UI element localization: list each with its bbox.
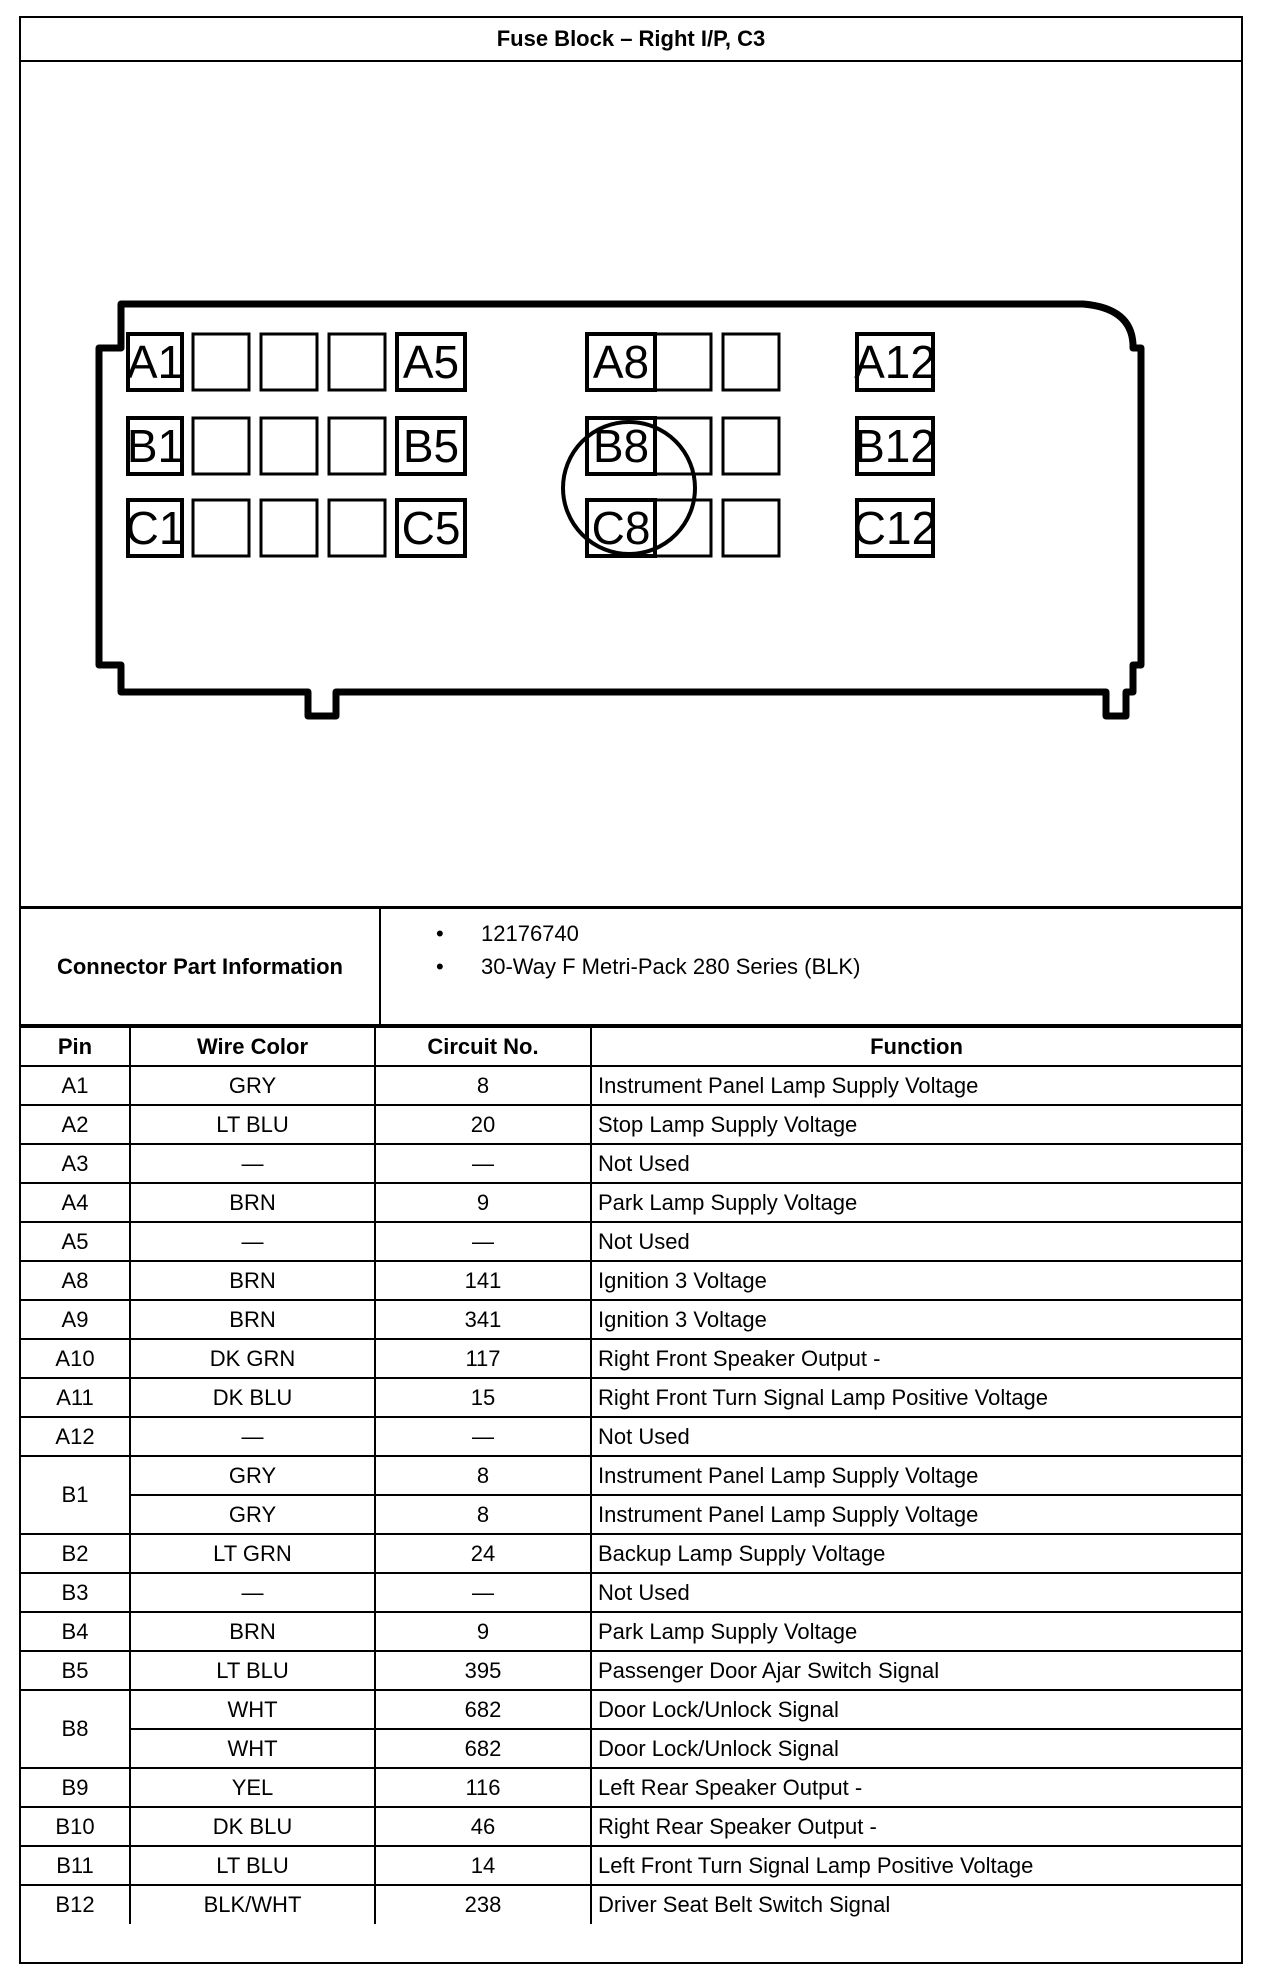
cavity-a-blank-3 — [329, 334, 385, 390]
circuit-cell: — — [375, 1222, 591, 1261]
table-row — [21, 1729, 1241, 1768]
function-cell: Not Used — [591, 1573, 1241, 1612]
circuit-cell: — — [375, 1573, 591, 1612]
pin-cell: B8 — [21, 1690, 130, 1768]
cavity-a-blank-1 — [193, 334, 249, 390]
connector-face-drawing — [21, 62, 1241, 906]
circuit-cell: — — [375, 1417, 591, 1456]
circuit-cell: 46 — [375, 1807, 591, 1846]
connector-sheet — [19, 16, 1243, 1964]
header-circuit: Circuit No. — [375, 1027, 591, 1066]
table-row — [21, 1768, 1241, 1807]
table-row — [21, 1261, 1241, 1300]
circuit-cell: 9 — [375, 1183, 591, 1222]
wire-color-cell: LT BLU — [130, 1651, 375, 1690]
function-cell: Not Used — [591, 1222, 1241, 1261]
circuit-cell: 8 — [375, 1066, 591, 1105]
pin-cell: A2 — [21, 1105, 130, 1144]
circuit-cell: 8 — [375, 1456, 591, 1495]
table-row — [21, 1456, 1241, 1495]
cavity-label-a1: A1 — [126, 336, 184, 388]
function-cell: Left Front Turn Signal Lamp Positive Voltage — [591, 1846, 1241, 1885]
pin-cell: B10 — [21, 1807, 130, 1846]
function-cell: Right Rear Speaker Output - — [591, 1807, 1241, 1846]
function-cell: Not Used — [591, 1417, 1241, 1456]
wire-color-cell: BRN — [130, 1261, 375, 1300]
wire-color-cell: — — [130, 1573, 375, 1612]
wire-color-cell: DK BLU — [130, 1807, 375, 1846]
cavity-c-blank-7 — [723, 500, 779, 556]
table-row — [21, 1612, 1241, 1651]
wire-color-cell: WHT — [130, 1690, 375, 1729]
circuit-cell: 14 — [375, 1846, 591, 1885]
circuit-cell: 117 — [375, 1339, 591, 1378]
wire-color-cell: BRN — [130, 1612, 375, 1651]
pin-cell: B1 — [21, 1456, 130, 1534]
table-row — [21, 1378, 1241, 1417]
function-cell: Instrument Panel Lamp Supply Voltage — [591, 1495, 1241, 1534]
table-row — [21, 1339, 1241, 1378]
cavity-a-blank-2 — [261, 334, 317, 390]
wire-color-cell: WHT — [130, 1729, 375, 1768]
circuit-cell: 24 — [375, 1534, 591, 1573]
function-cell: Passenger Door Ajar Switch Signal — [591, 1651, 1241, 1690]
cavity-label-c8: C8 — [591, 502, 651, 554]
function-cell: Not Used — [591, 1144, 1241, 1183]
table-row — [21, 1573, 1241, 1612]
wire-color-cell: LT GRN — [130, 1534, 375, 1573]
cavity-a-blank-7 — [723, 334, 779, 390]
cavity-label-c5: C5 — [401, 502, 461, 554]
wire-color-cell: BRN — [130, 1300, 375, 1339]
circuit-cell: — — [375, 1144, 591, 1183]
cavity-label-b12: B12 — [854, 420, 936, 472]
function-cell: Right Front Speaker Output - — [591, 1339, 1241, 1378]
wire-color-cell: — — [130, 1144, 375, 1183]
function-cell: Backup Lamp Supply Voltage — [591, 1534, 1241, 1573]
pin-cell: B3 — [21, 1573, 130, 1612]
table-row — [21, 1183, 1241, 1222]
cavity-c-blank-2 — [261, 500, 317, 556]
pin-cell: A9 — [21, 1300, 130, 1339]
cavity-b-blank-2 — [261, 418, 317, 474]
pin-cell: A8 — [21, 1261, 130, 1300]
cavity-b-blank-1 — [193, 418, 249, 474]
connector-description: • 30-Way F Metri-Pack 280 Series (BLK) — [381, 950, 1241, 983]
wire-color-cell: — — [130, 1417, 375, 1456]
circuit-cell: 20 — [375, 1105, 591, 1144]
table-row — [21, 1417, 1241, 1456]
wire-color-cell: BRN — [130, 1183, 375, 1222]
pin-cell: B2 — [21, 1534, 130, 1573]
function-cell: Park Lamp Supply Voltage — [591, 1612, 1241, 1651]
circuit-cell: 9 — [375, 1612, 591, 1651]
table-row — [21, 1885, 1241, 1924]
table-row — [21, 1105, 1241, 1144]
header-pin: Pin — [21, 1027, 130, 1066]
wire-color-cell: LT BLU — [130, 1105, 375, 1144]
function-cell: Ignition 3 Voltage — [591, 1300, 1241, 1339]
circuit-cell: 682 — [375, 1729, 591, 1768]
cavity-c-blank-1 — [193, 500, 249, 556]
circuit-cell: 238 — [375, 1885, 591, 1924]
page-title: Fuse Block – Right I/P, C3 — [21, 18, 1241, 62]
circuit-cell: 341 — [375, 1300, 591, 1339]
cavity-label-b5: B5 — [402, 420, 460, 472]
circuit-cell: 8 — [375, 1495, 591, 1534]
wire-color-cell: GRY — [130, 1066, 375, 1105]
pin-cell: A1 — [21, 1066, 130, 1105]
table-row — [21, 1222, 1241, 1261]
circuit-cell: 116 — [375, 1768, 591, 1807]
circuit-cell: 141 — [375, 1261, 591, 1300]
pin-cell: A10 — [21, 1339, 130, 1378]
function-cell: Right Front Turn Signal Lamp Positive Voltage — [591, 1378, 1241, 1417]
connector-info-list — [381, 917, 1241, 983]
pin-cell: B11 — [21, 1846, 130, 1885]
wire-color-cell: YEL — [130, 1768, 375, 1807]
cavity-b-blank-3 — [329, 418, 385, 474]
cavity-label-a5: A5 — [402, 336, 460, 388]
cavity-label-c1: C1 — [125, 502, 185, 554]
cavity-label-b1: B1 — [126, 420, 184, 472]
header-function: Function — [591, 1027, 1241, 1066]
pin-cell: B12 — [21, 1885, 130, 1924]
circuit-cell: 15 — [375, 1378, 591, 1417]
connector-diagram — [21, 62, 1241, 906]
pinout-table — [21, 1026, 1241, 1924]
table-row — [21, 1807, 1241, 1846]
function-cell: Door Lock/Unlock Signal — [591, 1729, 1241, 1768]
wire-color-cell: BLK/WHT — [130, 1885, 375, 1924]
function-cell: Driver Seat Belt Switch Signal — [591, 1885, 1241, 1924]
table-row — [21, 1651, 1241, 1690]
function-cell: Instrument Panel Lamp Supply Voltage — [591, 1456, 1241, 1495]
cavity-label-b8: B8 — [592, 420, 650, 472]
pin-cell: B9 — [21, 1768, 130, 1807]
cavity-b-blank-7 — [723, 418, 779, 474]
connector-info-label: Connector Part Information — [21, 909, 381, 1024]
wire-color-cell: DK BLU — [130, 1378, 375, 1417]
pin-cell: A12 — [21, 1417, 130, 1456]
table-row — [21, 1300, 1241, 1339]
cavity-b-blank-6 — [655, 418, 711, 474]
part-number: • 12176740 — [381, 917, 1241, 950]
pin-cell: B5 — [21, 1651, 130, 1690]
pin-cell: A4 — [21, 1183, 130, 1222]
function-cell: Stop Lamp Supply Voltage — [591, 1105, 1241, 1144]
function-cell: Door Lock/Unlock Signal — [591, 1690, 1241, 1729]
table-header-row — [21, 1027, 1241, 1066]
pin-cell: A3 — [21, 1144, 130, 1183]
table-row — [21, 1066, 1241, 1105]
wire-color-cell: GRY — [130, 1495, 375, 1534]
wire-color-cell: — — [130, 1222, 375, 1261]
wire-color-cell: GRY — [130, 1456, 375, 1495]
table-row — [21, 1534, 1241, 1573]
connector-part-info — [21, 906, 1241, 1026]
cavity-label-c12: C12 — [852, 502, 938, 554]
table-row — [21, 1144, 1241, 1183]
function-cell: Instrument Panel Lamp Supply Voltage — [591, 1066, 1241, 1105]
circuit-cell: 395 — [375, 1651, 591, 1690]
header-wire-color: Wire Color — [130, 1027, 375, 1066]
function-cell: Ignition 3 Voltage — [591, 1261, 1241, 1300]
pin-cell: A11 — [21, 1378, 130, 1417]
table-row — [21, 1495, 1241, 1534]
function-cell: Park Lamp Supply Voltage — [591, 1183, 1241, 1222]
cavity-c-blank-3 — [329, 500, 385, 556]
wire-color-cell: DK GRN — [130, 1339, 375, 1378]
pin-cell: B4 — [21, 1612, 130, 1651]
pin-cell: A5 — [21, 1222, 130, 1261]
table-row — [21, 1690, 1241, 1729]
function-cell: Left Rear Speaker Output - — [591, 1768, 1241, 1807]
circuit-cell: 682 — [375, 1690, 591, 1729]
wire-color-cell: LT BLU — [130, 1846, 375, 1885]
cavity-a-blank-6 — [655, 334, 711, 390]
cavity-label-a8: A8 — [592, 336, 650, 388]
table-row — [21, 1846, 1241, 1885]
cavity-label-a12: A12 — [854, 336, 936, 388]
